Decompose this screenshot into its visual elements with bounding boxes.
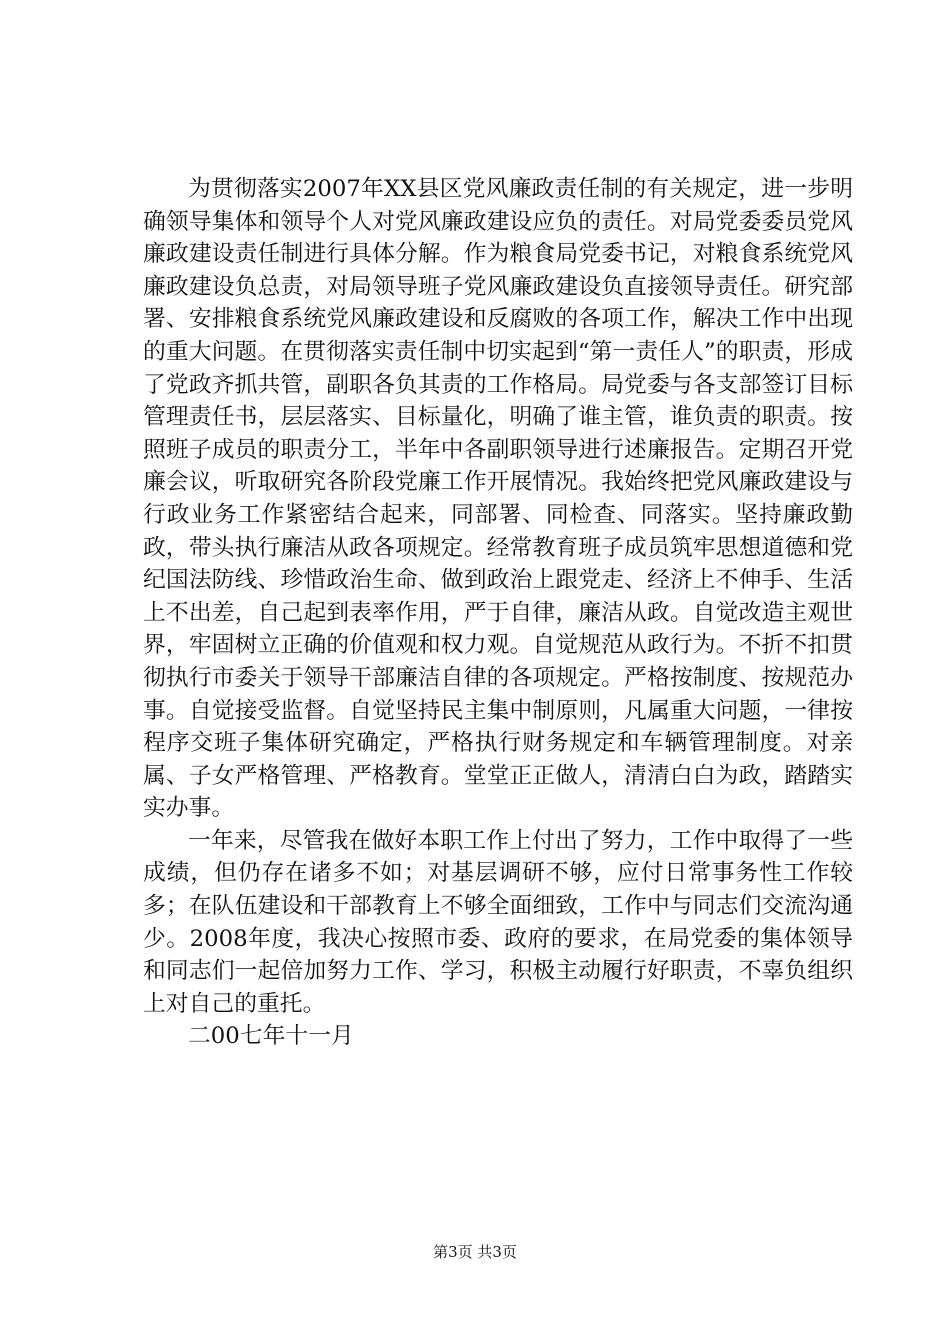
document-body (143, 173, 853, 1053)
paragraph-responsibility: 为贯彻落实2007年XX县区党风廉政责任制的有关规定，进一步明确领导集体和领导个人对党风廉政建设应负的责任。对局党委委员党风廉政建设责任制进行具体分解。作为粮食局党委书记，对粮食系统党风廉政建设负总责，对局领导班子党风廉政建设负直接领导责任。研究部署、安排粮食系统党风廉政建设和反腐败的各项工作，解决工作中出现的重大问题。在贯彻落实责任制中切实起到“第一责任人”的职责，形成了党政齐抓共管，副职各负其责的工作格局。局党委与各支部签订目标管理责任书，层层落实、目标量化，明确了谁主管，谁负责的职责。按照班子成员的职责分工，半年中各副职领导进行述廉报告。定期召开党廉会议，听取研究各阶段党廉工作开展情况。我始终把党风廉政建设与行政业务工作紧密结合起来，同部署、同检查、同落实。坚持廉政勤政，带头执行廉洁从政各项规定。经常教育班子成员筑牢思想道德和党纪国法防线、珍惜政治生命、做到政治上跟党走、经济上不伸手、生活上不出差，自己起到表率作用，严于自律，廉洁从政。自觉改造主观世界，牢固树立正确的价值观和权力观。自觉规范从政行为。不折不扣贯彻执行市委关于领导干部廉洁自律的各项规定。严格按制度、按规范办事。自觉接受监督。自觉坚持民主集中制原则，凡属重大问题，一律按程序交班子集体研究确定，严格执行财务规定和车辆管理制度。对亲属、子女严格管理、严格教育。堂堂正正做人，清清白白为政，踏踏实实办事。 (143, 176, 853, 822)
paragraph-summary: 一年来，尽管我在做好本职工作上付出了努力，工作中取得了一些成绩，但仍存在诸多不如；对基层调研不够，应付日常事务性工作较多；在队伍建设和干部教育上不够全面细致，工作中与同志们交流沟通少。2008年度，我决心按照市委、政府的要求，在局党委的集体领导和同志们一起倍加努力工作、学习，积极主动履行好职责，不辜负组织上对自己的重托。 (143, 827, 853, 1017)
page-footer: 第3页 共3页 (433, 1243, 517, 1261)
paragraph-date: 二00七年十一月 (188, 1023, 354, 1050)
